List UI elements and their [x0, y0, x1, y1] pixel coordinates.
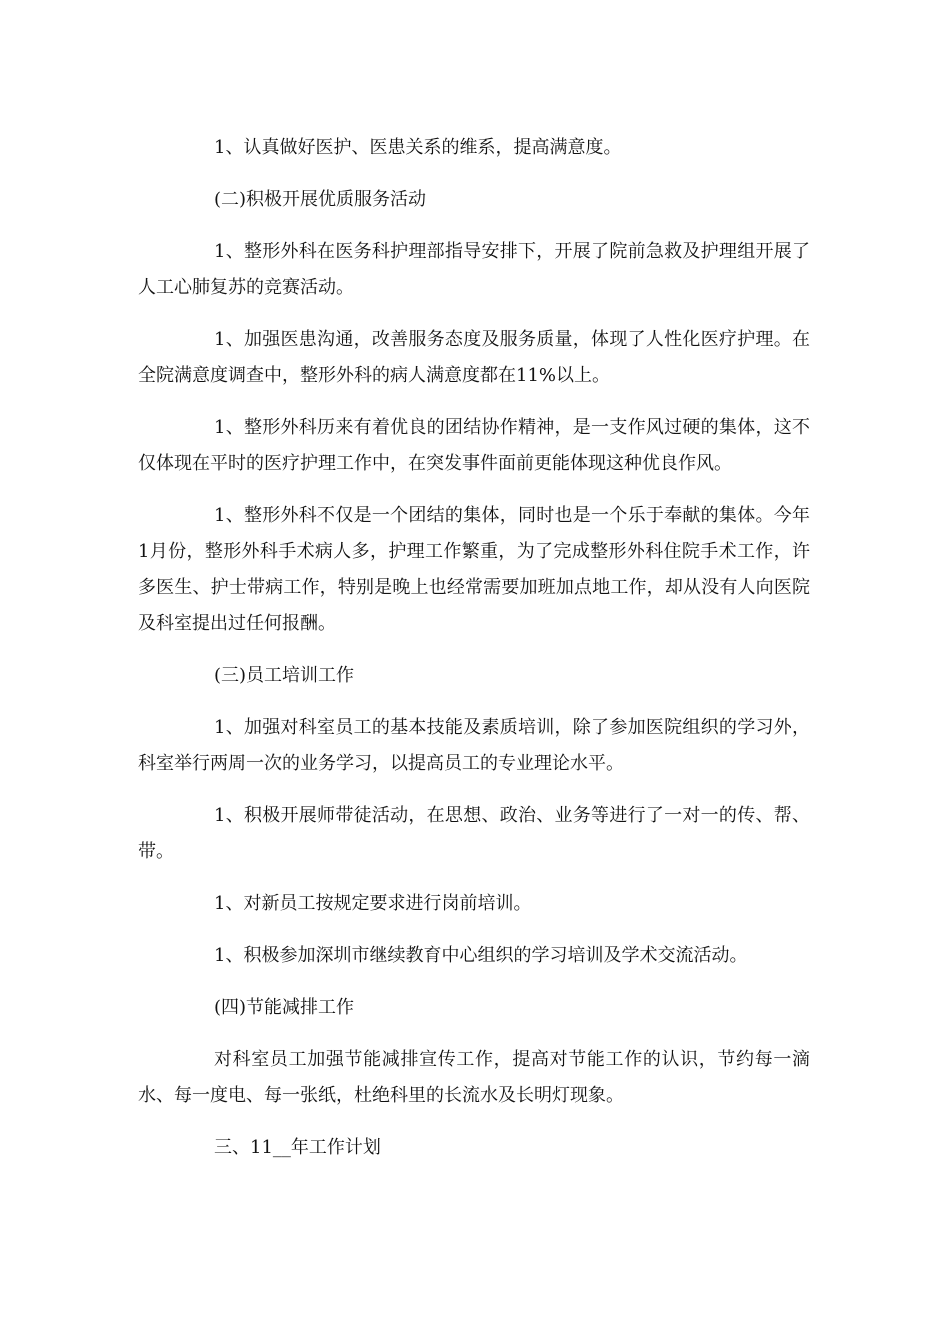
- paragraph-4: 1、加强医患沟通，改善服务态度及服务质量，体现了人性化医疗护理。在全院满意度调查中，整形外科的病人满意度都在11%以上。: [138, 329, 810, 386]
- section-heading-4: (四)节能减排工作: [214, 997, 355, 1018]
- paragraph-11: 1、积极参加深圳市继续教育中心组织的学习培训及学术交流活动。: [214, 945, 748, 966]
- section-heading-2: (二)积极开展优质服务活动: [214, 189, 427, 210]
- paragraph-8: 1、加强对科室员工的基本技能及素质培训，除了参加医院组织的学习外，科室举行两周一次的业务学习，以提高员工的专业理论水平。: [138, 717, 810, 774]
- paragraph-9: 1、积极开展师带徒活动，在思想、政治、业务等进行了一对一的传、帮、带。: [138, 805, 810, 862]
- paragraph-1: 1、认真做好医护、医患关系的维系，提高满意度。: [214, 137, 622, 158]
- section-heading-plan: 三、11__年工作计划: [214, 1137, 381, 1158]
- document-body: [138, 130, 810, 1182]
- paragraph-10: 1、对新员工按规定要求进行岗前培训。: [214, 893, 532, 914]
- paragraph-6: 1、整形外科不仅是一个团结的集体，同时也是一个乐于奉献的集体。今年1月份，整形外科手术病人多，护理工作繁重，为了完成整形外科住院手术工作，许多医生、护士带病工作，特别是晚上也经常需要加班加点地工作，却从没有人向医院及科室提出过任何报酬。: [138, 505, 810, 634]
- section-heading-3: (三)员工培训工作: [214, 665, 355, 686]
- paragraph-13: 对科室员工加强节能减排宣传工作，提高对节能工作的认识，节约每一滴水、每一度电、每一张纸，杜绝科里的长流水及长明灯现象。: [138, 1049, 810, 1106]
- paragraph-3: 1、整形外科在医务科护理部指导安排下，开展了院前急救及护理组开展了人工心肺复苏的竞赛活动。: [138, 241, 810, 298]
- paragraph-5: 1、整形外科历来有着优良的团结协作精神，是一支作风过硬的集体，这不仅体现在平时的医疗护理工作中，在突发事件面前更能体现这种优良作风。: [138, 417, 810, 474]
